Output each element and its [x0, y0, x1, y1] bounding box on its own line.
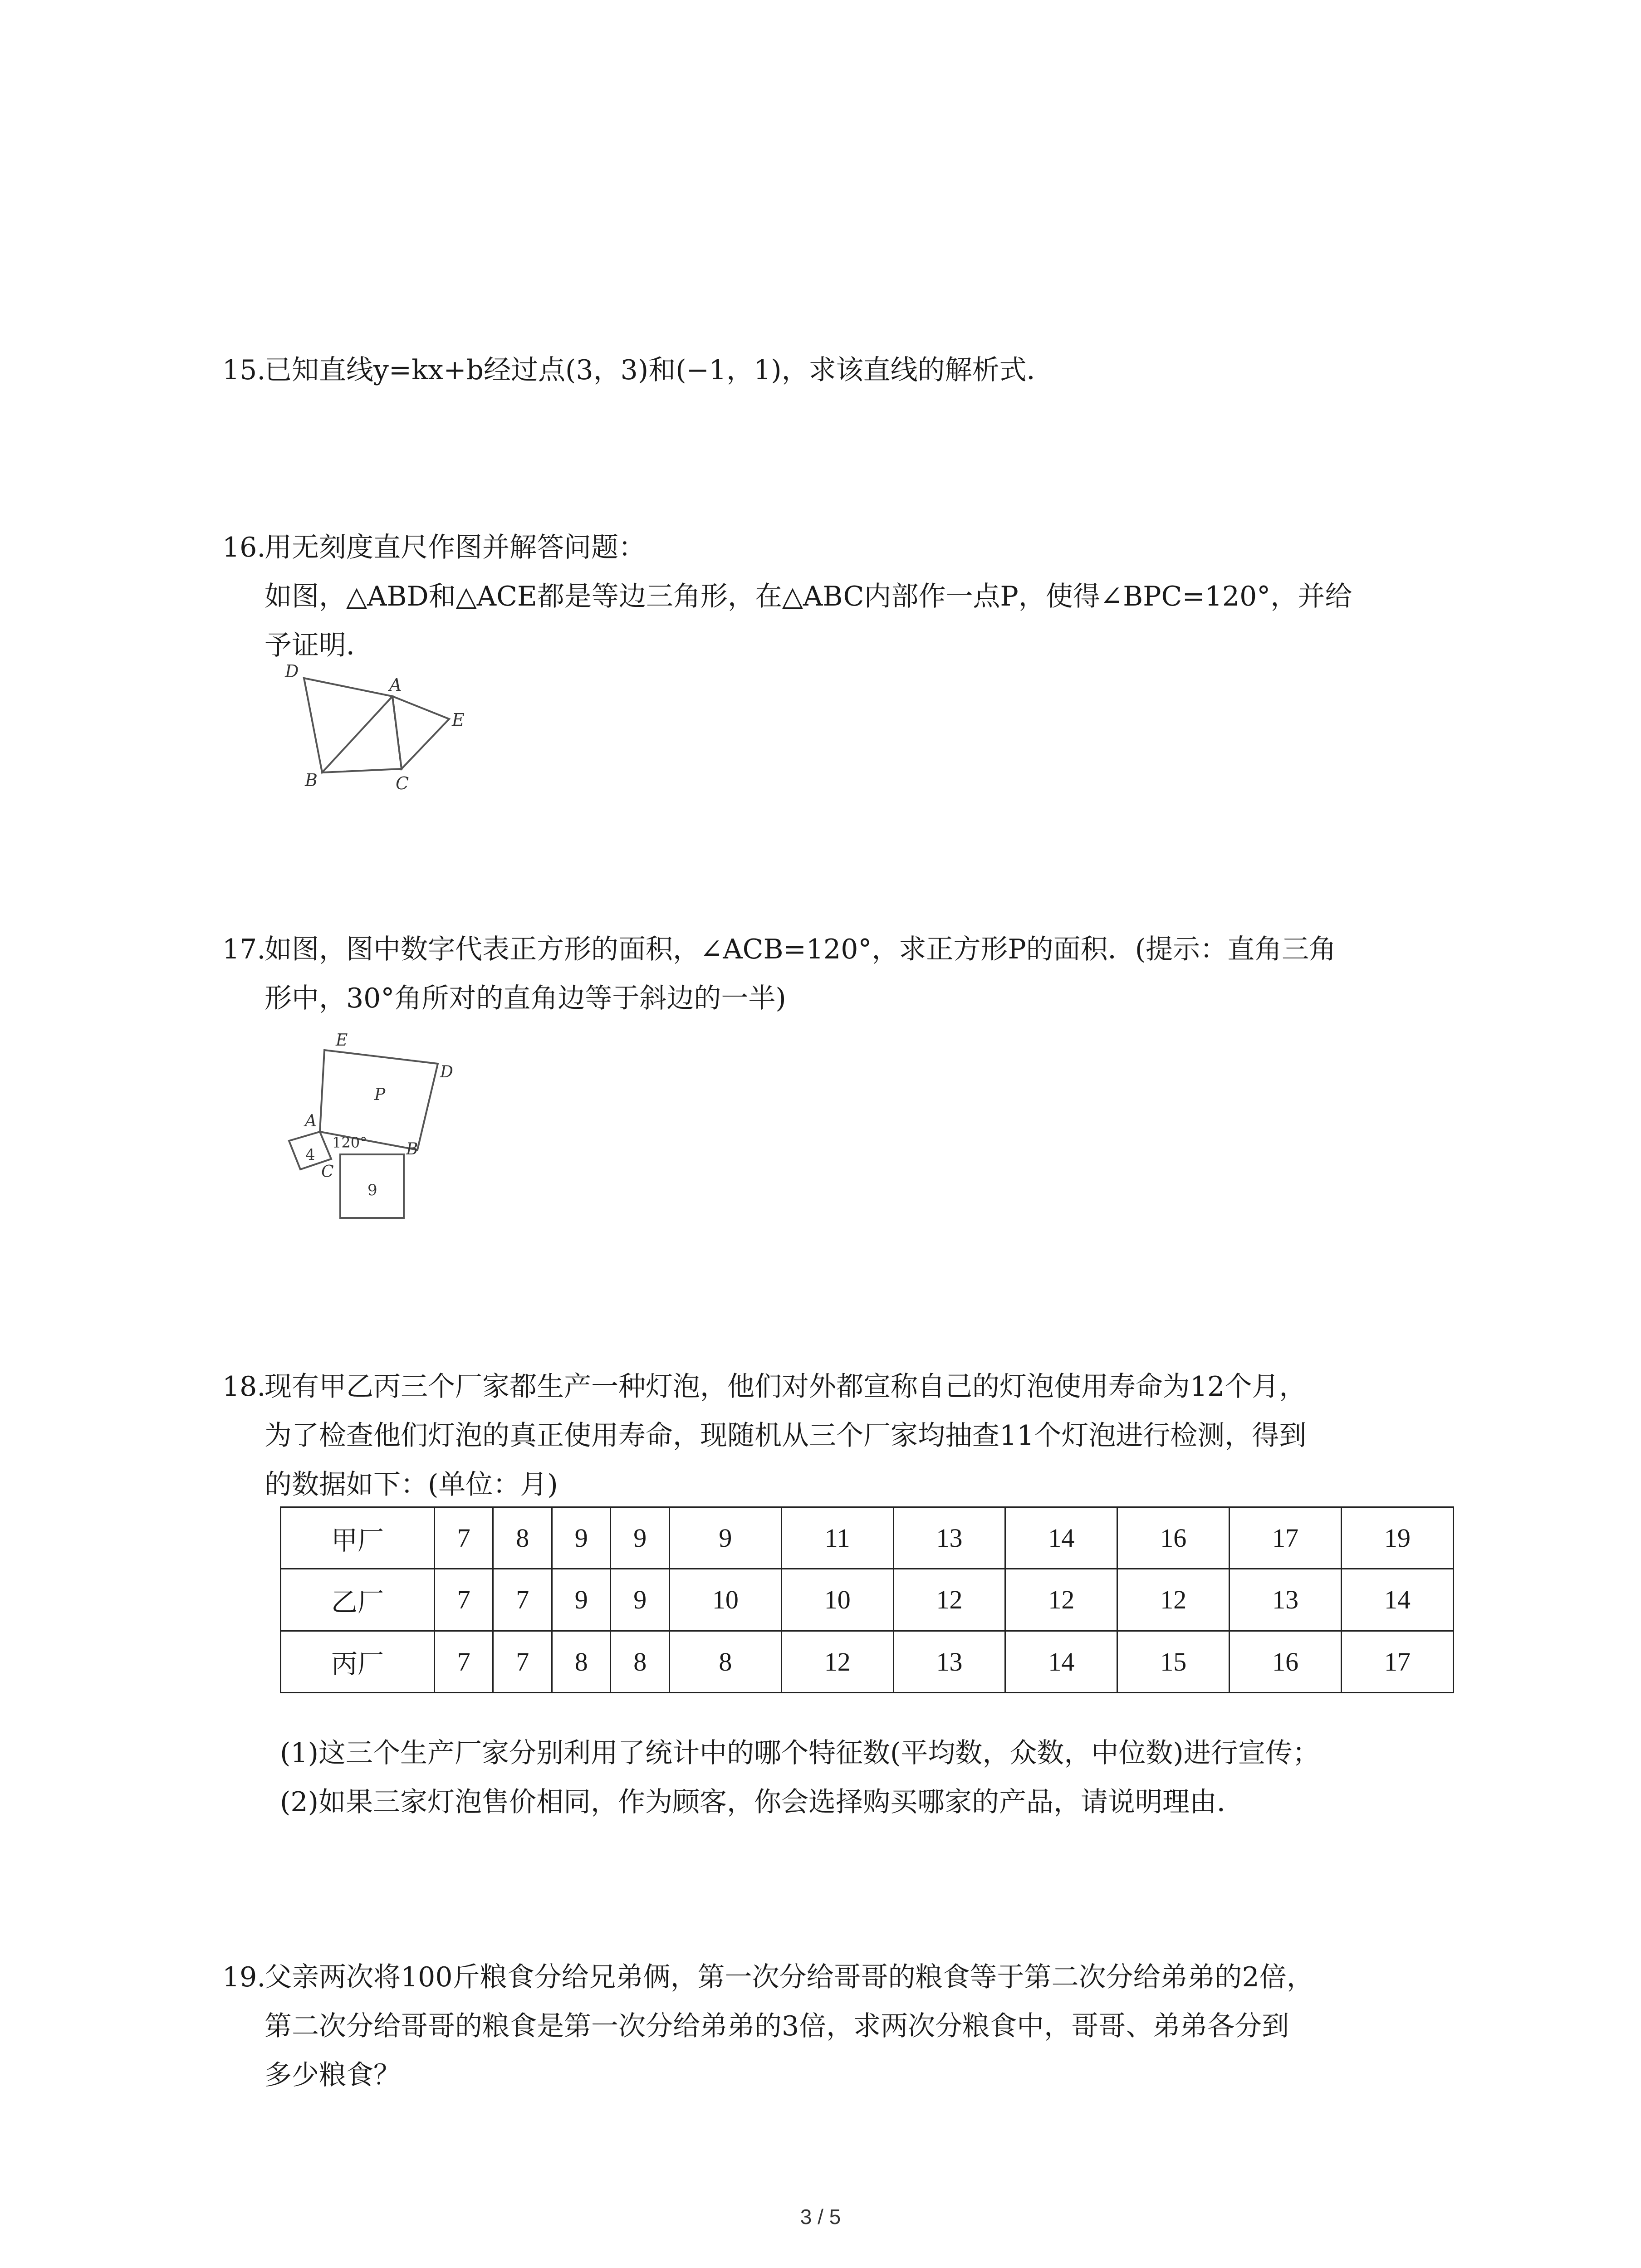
- segment-bc-ac: [322, 696, 402, 772]
- question-number: 16.: [222, 532, 266, 563]
- question-17: [222, 925, 1456, 1023]
- row-header: 乙厂: [281, 1569, 435, 1631]
- label-e: E: [336, 1031, 348, 1050]
- label-b: B: [406, 1140, 418, 1158]
- label-c: C: [321, 1163, 334, 1181]
- table-row: [281, 1507, 1454, 1569]
- table-cell: 9: [611, 1507, 669, 1569]
- label-e: E: [452, 710, 465, 730]
- question-text: 用无刻度直尺作图并解答问题：: [265, 532, 646, 563]
- label-b: B: [305, 770, 318, 790]
- question-text: 形中，30°角所对的直角边等于斜边的一半): [265, 982, 786, 1014]
- table-cell: 9: [552, 1569, 610, 1631]
- page-number: 3 / 5: [800, 2205, 841, 2229]
- label-p: P: [374, 1085, 386, 1104]
- row-header: 甲厂: [281, 1507, 435, 1569]
- label-a: A: [389, 675, 402, 695]
- question-text: 多少粮食？: [265, 2059, 401, 2091]
- table-cell: 9: [552, 1507, 610, 1569]
- table-cell: 10: [669, 1569, 781, 1631]
- table-cell: 13: [893, 1507, 1005, 1569]
- table-cell: 10: [781, 1569, 893, 1631]
- label-d: D: [440, 1063, 453, 1081]
- table-cell: 8: [493, 1507, 552, 1569]
- table-cell: 8: [611, 1631, 669, 1692]
- figure-q16-triangles: [272, 660, 481, 805]
- table-cell: 7: [493, 1631, 552, 1692]
- table-cell: 19: [1342, 1507, 1454, 1569]
- question-number: 17.: [222, 934, 266, 965]
- table-cell: 7: [493, 1569, 552, 1631]
- label-d: D: [285, 661, 299, 681]
- question-16: [222, 523, 1456, 670]
- table-cell: 7: [435, 1631, 493, 1692]
- table-row: [281, 1569, 1454, 1631]
- label-angle-120: 120°: [332, 1134, 367, 1151]
- table-cell: 12: [781, 1631, 893, 1692]
- table-cell: 12: [893, 1569, 1005, 1631]
- question-18-subparts: [280, 1729, 1514, 1827]
- sub-question-2: (2)如果三家灯泡售价相同，作为顾客，你会选择购买哪家的产品，请说明理由．: [280, 1786, 1244, 1818]
- row-header: 丙厂: [281, 1631, 435, 1692]
- table-cell: 7: [435, 1569, 493, 1631]
- question-number: 15.: [222, 354, 266, 386]
- question-18: [222, 1362, 1456, 1509]
- question-text: 的数据如下：(单位：月): [265, 1469, 558, 1501]
- table-cell: 14: [1005, 1507, 1117, 1569]
- sub-question-1: (1)这三个生产厂家分别利用了统计中的哪个特征数(平均数，众数，中位数)进行宣传；: [280, 1737, 1320, 1769]
- table-cell: 8: [669, 1631, 781, 1692]
- question-number: 19.: [222, 1961, 266, 1993]
- table-cell: 15: [1117, 1631, 1230, 1692]
- table-row: [281, 1631, 1454, 1692]
- table-cell: 9: [669, 1507, 781, 1569]
- table-cell: 17: [1230, 1507, 1342, 1569]
- table-cell: 13: [1230, 1569, 1342, 1631]
- table-cell: 12: [1005, 1569, 1117, 1631]
- question-text: 如图，图中数字代表正方形的面积，∠ACB=120°，求正方形P的面积．(提示：直角三角: [265, 934, 1337, 965]
- question-text: 为了检查他们灯泡的真正使用寿命，现随机从三个厂家均抽查11个灯泡进行检测，得到: [265, 1420, 1307, 1452]
- question-number: 18.: [222, 1371, 266, 1403]
- table-cell: 16: [1230, 1631, 1342, 1692]
- table-cell: 14: [1005, 1631, 1117, 1692]
- table-cell: 12: [1117, 1569, 1230, 1631]
- label-c: C: [396, 773, 409, 793]
- triangle-abd: [304, 678, 392, 772]
- question-text: 予证明．: [265, 630, 373, 661]
- label-a: A: [305, 1112, 317, 1130]
- question-text: 如图，△ABD和△ACE都是等边三角形，在△ABC内部作一点P，使得∠BPC=120°，并给: [265, 581, 1352, 612]
- lifetime-data-table: [280, 1506, 1454, 1693]
- question-text: 现有甲乙丙三个厂家都生产一种灯泡，他们对外都宣称自己的灯泡使用寿命为12个月，: [265, 1371, 1307, 1403]
- question-text: 第二次分给哥哥的粮食是第一次分给弟弟的3倍，求两次分粮食中，哥哥、弟弟各分到: [265, 2010, 1289, 2042]
- label-area-4: 4: [305, 1146, 315, 1164]
- table-cell: 16: [1117, 1507, 1230, 1569]
- table-cell: 14: [1342, 1569, 1454, 1631]
- question-text: 已知直线y=kx+b经过点(3，3)和(−1，1)，求该直线的解析式．: [265, 354, 1054, 386]
- figure-q17-squares: [272, 1018, 463, 1232]
- label-area-9: 9: [367, 1181, 377, 1199]
- table-cell: 9: [611, 1569, 669, 1631]
- table-cell: 7: [435, 1507, 493, 1569]
- table-cell: 17: [1342, 1631, 1454, 1692]
- question-19: [222, 1953, 1456, 2100]
- table-cell: 11: [781, 1507, 893, 1569]
- table-cell: 8: [552, 1631, 610, 1692]
- question-text: 父亲两次将100斤粮食分给兄弟俩，第一次分给哥哥的粮食等于第二次分给弟弟的2倍，: [265, 1961, 1314, 1993]
- question-15: [222, 346, 1456, 395]
- table-cell: 13: [893, 1631, 1005, 1692]
